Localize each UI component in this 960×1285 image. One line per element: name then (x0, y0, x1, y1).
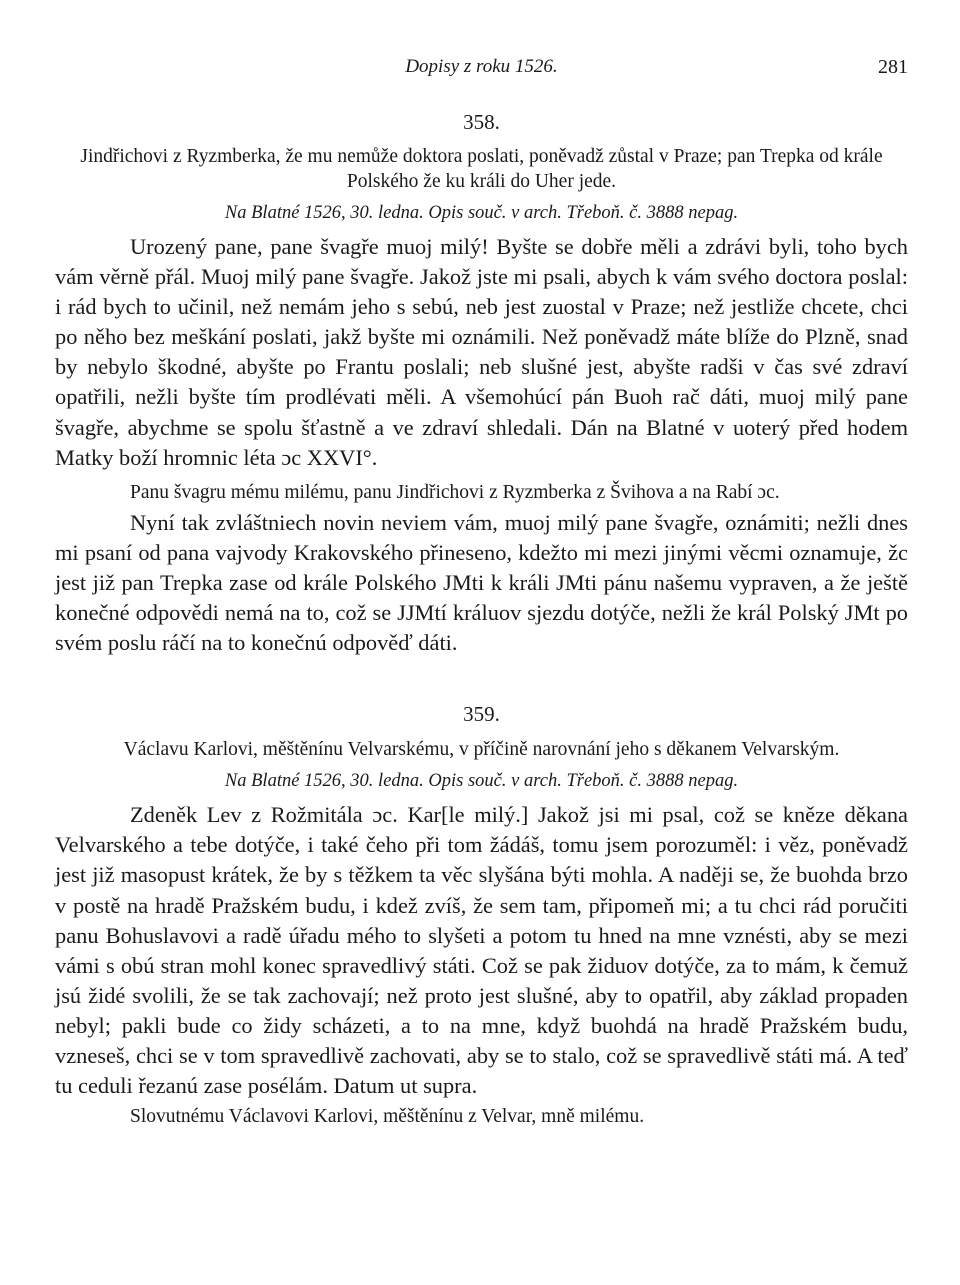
letter-number: 358. (463, 110, 500, 134)
page-number: 281 (878, 56, 908, 78)
letter-summary: Václavu Karlovi, měštěnínu Velvarskému, v příčině narovnání jeho s děkanem Velvarským. (123, 739, 840, 761)
source-citation: Na Blatné 1526, 30. ledna. Opis souč. v arch. Třeboň. č. 3888 nepag. (224, 771, 739, 792)
letter-body: Zdeněk Lev z Rožmitála ɔc. Kar[le milý.] Jakož jsi mi psal, což se kněze děkana Velvarského a tebe dotýče, i také čeho při tom žádáš, tomu jsem porozuměl: i věz, poněvadž jest již masopust krátek, že by s těžkem ta věc slyšána býti mohla. A naději se, že buohda brzo v postě na hradě Pražském budu, i kdež zvíš, že sem tam, připomeň mi; a tu chci rád poručiti panu Bohuslavovi a radě úřadu mého to slyšeti a potom tu hned na mne vznésti, aby se mezi vámi s obú stran mohl konec spravedlivý státi. Což se pak židuov dotýče, za to mám, k čemuž jsú židé svolili, že se tak zachovají; než proto jest slušné, aby to opatřil, aby základ propaden nebyl; pakli bude co židy scházeti, a to na mne, když buohdá na hradě Pražském budu, vzneseš, chci se v tom spravedlivě zachovati, aby se to stalo, což se spravedlivě státi má. A teď tu ceduli řezanú zase posélám. Datum ut supra. (55, 802, 908, 1099)
document-page (55, 56, 908, 1132)
letter-postscript: Nyní tak zvláštniech novin neviem vám, muoj milý pane švagře, oznámiti; nežli dnes mi psaní od pana vajvody Krakovského přineseno, kdežto mi mezi jinými věcmi oznamuje, žc jest již pan Trepka zase od krále Polského JMti k králi JMti pánu našemu vypraven, a že ještě konečné odpovědi nemá na to, což se JJMtí králuov sjezdu dotýče, nežli že král Polský JMt po svém poslu ráčí na to konečnú odpověď dáti. (55, 509, 908, 656)
source-citation: Na Blatné 1526, 30. ledna. Opis souč. v arch. Třeboň. č. 3888 nepag. (224, 203, 739, 223)
running-title: Dopisy z roku 1526. (405, 56, 558, 77)
letter-address: Slovutnému Václavovi Karlovi, měštěnínu z Velvar, mně milému. (130, 1106, 645, 1128)
letter-358 (55, 110, 908, 658)
letter-body: Urozený pane, pane švagře muoj milý! Byšte se dobře měli a zdrávi byli, toho bych vám věrně přál. Muoj milý pane švagře. Jakož jste mi psali, abych k vám svého doctora poslal: i rád bych to učinil, než nemám jeho s sebú, neb jest zuostal v Praze; než jestliže chcete, chci po něho bez meškání poslati, jakž byšte mi oznámili. Než poněvadž máte blíže do Plzně, snad by nebylo škodné, abyšte po Frantu poslali; neb slušné jest, abyšte radši v čas své zdraví opatřili, nežli byšte tím prodlévati měli. A všemohúcí pán Buoh rač dáti, muoj milý pane švagře, abychme se spolu šťastně a ve zdraví shledali. Dán na Blatné v uoterý před hodem Matky boží hromnic léta ɔc XXVI°. (55, 234, 908, 470)
letter-number: 359. (463, 702, 500, 727)
letter-address: Panu švagru mému milému, panu Jindřichovi z Ryzmberka z Švihova a na Rabí ɔc. (130, 481, 780, 503)
running-head (55, 56, 908, 82)
letter-summary: Jindřichovi z Ryzmberka, že mu nemůže doktora poslati, poněvadž zůstal v Praze; pan Trepka od krále Polského že ku králi do Uher jede. (80, 146, 883, 192)
letter-359 (55, 702, 908, 1130)
